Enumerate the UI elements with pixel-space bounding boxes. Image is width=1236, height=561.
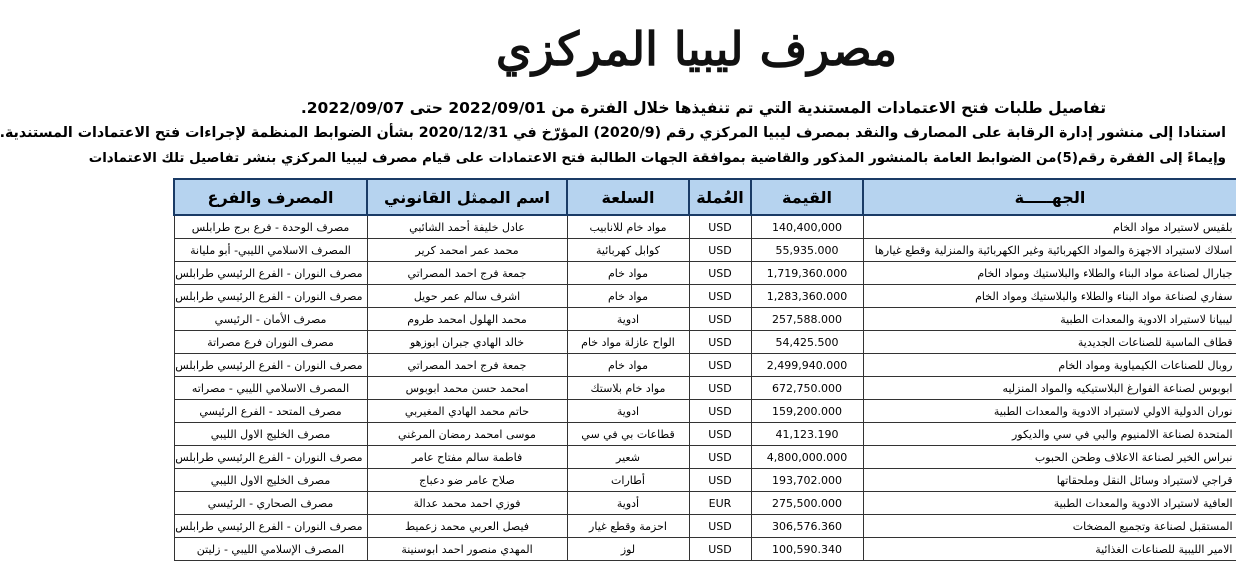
cell-goods: الواح عازلة مواد خام xyxy=(567,331,689,354)
cell-entity: المتحدة لصناعة الالمنيوم والبي في سي والديكور xyxy=(863,423,1236,446)
reference-paragraph: استنادا إلى منشور إدارة الرقابة على المصارف والنقد بمصرف ليبيا المركزي رقم (2020/9) المؤرّخ في 2020/12/31 بشأن الضوابط المنظمة لإجراءات فتح الاعتمادات المستندية. xyxy=(0,125,1226,141)
cell-legal-representative: فاطمة سالم مفتاح عامر xyxy=(367,446,567,469)
cell-bank-branch: مصرف الوحدة - فرع برج طرابلس xyxy=(174,215,367,239)
cell-legal-representative: محمد الهلول امحمد طروم xyxy=(367,308,567,331)
cell-value: 193,702.000 xyxy=(751,469,863,492)
cell-value: 306,576.360 xyxy=(751,515,863,538)
cell-currency: EUR xyxy=(689,492,751,515)
cell-value: 4,800,000.000 xyxy=(751,446,863,469)
cell-goods: كوابل كهربائية xyxy=(567,239,689,262)
cell-entity: المستقبل لصناعة وتجميع المضخات xyxy=(863,515,1236,538)
cell-legal-representative: عادل خليفة أحمد الشائبي xyxy=(367,215,567,239)
cell-bank-branch: مصرف الصحاري - الرئيسي xyxy=(174,492,367,515)
cell-goods: قطاعات بي في سي xyxy=(567,423,689,446)
cell-entity: الامير الليبية للصناعات الغذائية xyxy=(863,538,1236,561)
cell-entity: جبارال لصناعة مواد البناء والطلاء والبلاستيك ومواد الخام xyxy=(863,262,1236,285)
cell-currency: USD xyxy=(689,285,751,308)
table-row xyxy=(174,354,1236,377)
cell-entity: ليبيانا لاستيراد الادوية والمعدات الطبية xyxy=(863,308,1236,331)
header-goods: السلعة xyxy=(567,179,689,215)
cell-legal-representative: فيصل العربي محمد زعميط xyxy=(367,515,567,538)
logo-text: مصرف ليبيا المركزي xyxy=(495,22,898,76)
cell-currency: USD xyxy=(689,215,751,239)
header-entity: الجهـــــة xyxy=(863,179,1236,215)
cell-legal-representative: اشرف سالم عمر حويل xyxy=(367,285,567,308)
table-row xyxy=(174,515,1236,538)
cell-legal-representative: موسى امحمد رمضان المرغني xyxy=(367,423,567,446)
header-currency: العُملة xyxy=(689,179,751,215)
cell-bank-branch: مصرف النوران - الفرع الرئيسي طرابلس xyxy=(174,285,367,308)
cell-value: 41,123.190 xyxy=(751,423,863,446)
cell-bank-branch: مصرف الأمان - الرئيسي xyxy=(174,308,367,331)
cell-entity: قراجي لاستيراد وسائل النقل وملحقاتها xyxy=(863,469,1236,492)
cell-goods: احزمة وقطع غيار xyxy=(567,515,689,538)
cell-legal-representative: جمعة فرج احمد المصراتي xyxy=(367,262,567,285)
cell-value: 672,750.000 xyxy=(751,377,863,400)
cell-legal-representative: فوزي احمد محمد عدالة xyxy=(367,492,567,515)
cell-bank-branch: المصرف الاسلامي الليبي- أبو مليانة xyxy=(174,239,367,262)
cell-value: 1,283,360.000 xyxy=(751,285,863,308)
cell-goods: مواد خام xyxy=(567,285,689,308)
header-bank-branch: المصرف والفرع xyxy=(174,179,367,215)
table-row xyxy=(174,446,1236,469)
table-row xyxy=(174,538,1236,561)
cell-legal-representative: حاتم محمد الهادي المغيربي xyxy=(367,400,567,423)
cell-value: 2,499,940.000 xyxy=(751,354,863,377)
cell-currency: USD xyxy=(689,446,751,469)
cell-goods: مواد خام بلاستك xyxy=(567,377,689,400)
cell-currency: USD xyxy=(689,308,751,331)
letters-of-credit-table xyxy=(173,178,1236,561)
table-header-row xyxy=(174,179,1236,215)
table-row xyxy=(174,469,1236,492)
cell-bank-branch: مصرف النوران فرع مصراتة xyxy=(174,331,367,354)
cell-goods: أدوية xyxy=(567,492,689,515)
cell-entity: قطاف الماسية للصناعات الجديدية xyxy=(863,331,1236,354)
cell-goods: شعير xyxy=(567,446,689,469)
cell-currency: USD xyxy=(689,400,751,423)
cell-bank-branch: مصرف النوران - الفرع الرئيسي طرابلس xyxy=(174,262,367,285)
cell-goods: مواد خام للانابيب xyxy=(567,215,689,239)
table-row xyxy=(174,423,1236,446)
cell-goods: ادوية xyxy=(567,400,689,423)
cell-goods: مواد خام xyxy=(567,354,689,377)
cell-bank-branch: مصرف النوران - الفرع الرئيسي طرابلس xyxy=(174,446,367,469)
cell-currency: USD xyxy=(689,354,751,377)
table-row xyxy=(174,400,1236,423)
cell-bank-branch: مصرف المتحد - الفرع الرئيسي xyxy=(174,400,367,423)
table-row xyxy=(174,285,1236,308)
header-value: القيمة xyxy=(751,179,863,215)
header-legal-representative: اسم الممثل القانوني xyxy=(367,179,567,215)
cell-bank-branch: مصرف الخليج الاول الليبي xyxy=(174,423,367,446)
cell-value: 1,719,360.000 xyxy=(751,262,863,285)
cell-value: 275,500.000 xyxy=(751,492,863,515)
cell-currency: USD xyxy=(689,377,751,400)
document-heading xyxy=(0,96,1226,171)
cell-goods: لوز xyxy=(567,538,689,561)
cell-value: 55,935.000 xyxy=(751,239,863,262)
cell-value: 54,425.500 xyxy=(751,331,863,354)
cell-currency: USD xyxy=(689,239,751,262)
cell-currency: USD xyxy=(689,331,751,354)
disclosure-paragraph: وإيماءً إلى الفقرة رقم(5)من الضوابط العامة بالمنشور المذكور والقاضية بموافقة الجهات الطالبة فتح الاعتمادات على قيام مصرف ليبيا المركزي بنشر تفاصيل تلك الاعتمادات xyxy=(88,151,1226,166)
cell-entity: سفاري لصناعة مواد البناء والطلاء والبلاستيك ومواد الخام xyxy=(863,285,1236,308)
cell-legal-representative: المهدي منصور احمد ابوسنينة xyxy=(367,538,567,561)
cell-value: 159,200.000 xyxy=(751,400,863,423)
cell-entity: اسلاك لاستيراد الاجهزة والمواد الكهربائية وغير الكهربائية والمنزلية وقطع غيارها xyxy=(863,239,1236,262)
cell-goods: ادوية xyxy=(567,308,689,331)
cell-entity: ابوبوس لصناعة الفوارغ البلاستيكيه والمواد المنزليه xyxy=(863,377,1236,400)
cell-legal-representative: خالد الهادي جبران ابوزهو xyxy=(367,331,567,354)
table-row xyxy=(174,262,1236,285)
cell-bank-branch: مصرف الخليج الاول الليبي xyxy=(174,469,367,492)
cell-currency: USD xyxy=(689,262,751,285)
cell-currency: USD xyxy=(689,515,751,538)
table-row xyxy=(174,239,1236,262)
cell-goods: مواد خام xyxy=(567,262,689,285)
table-row xyxy=(174,308,1236,331)
cell-value: 100,590.340 xyxy=(751,538,863,561)
cell-currency: USD xyxy=(689,538,751,561)
cell-bank-branch: المصرف الاسلامي الليبي - مصراته xyxy=(174,377,367,400)
cell-bank-branch: مصرف النوران - الفرع الرئيسي طرابلس xyxy=(174,515,367,538)
table-row xyxy=(174,377,1236,400)
cell-value: 140,400,000 xyxy=(751,215,863,239)
cell-legal-representative: محمد عمر امحمد كرير xyxy=(367,239,567,262)
cell-entity: نبراس الخير لصناعة الاعلاف وطحن الحبوب xyxy=(863,446,1236,469)
table-row xyxy=(174,492,1236,515)
cell-legal-representative: صلاح عامر ضو دعباج xyxy=(367,469,567,492)
cell-legal-representative: جمعة فرج احمد المصراتي xyxy=(367,354,567,377)
cell-entity: العافية لاستيراد الادوية والمعدات الطبية xyxy=(863,492,1236,515)
cell-entity: بلقيس لاستيراد مواد الخام xyxy=(863,215,1236,239)
table-row xyxy=(174,331,1236,354)
document-title: تفاصيل طلبات فتح الاعتمادات المستندية التي تم تنفيذها خلال الفترة من 2022/09/01 حتى 2022/09/07. xyxy=(300,99,1107,117)
cell-goods: أطارات xyxy=(567,469,689,492)
table-row xyxy=(174,215,1236,239)
central-bank-logo xyxy=(173,6,1236,92)
cell-value: 257,588.000 xyxy=(751,308,863,331)
cell-legal-representative: امحمد حسن محمد ابوبوس xyxy=(367,377,567,400)
cell-entity: روبال للصناعات الكيمياوية ومواد الخام xyxy=(863,354,1236,377)
cell-bank-branch: المصرف الإسلامي الليبي - زليتن xyxy=(174,538,367,561)
cell-currency: USD xyxy=(689,423,751,446)
cell-currency: USD xyxy=(689,469,751,492)
cell-bank-branch: مصرف النوران - الفرع الرئيسي طرابلس xyxy=(174,354,367,377)
cell-entity: نوران الدولية الاولي لاستيراد الادوية والمعدات الطبية xyxy=(863,400,1236,423)
